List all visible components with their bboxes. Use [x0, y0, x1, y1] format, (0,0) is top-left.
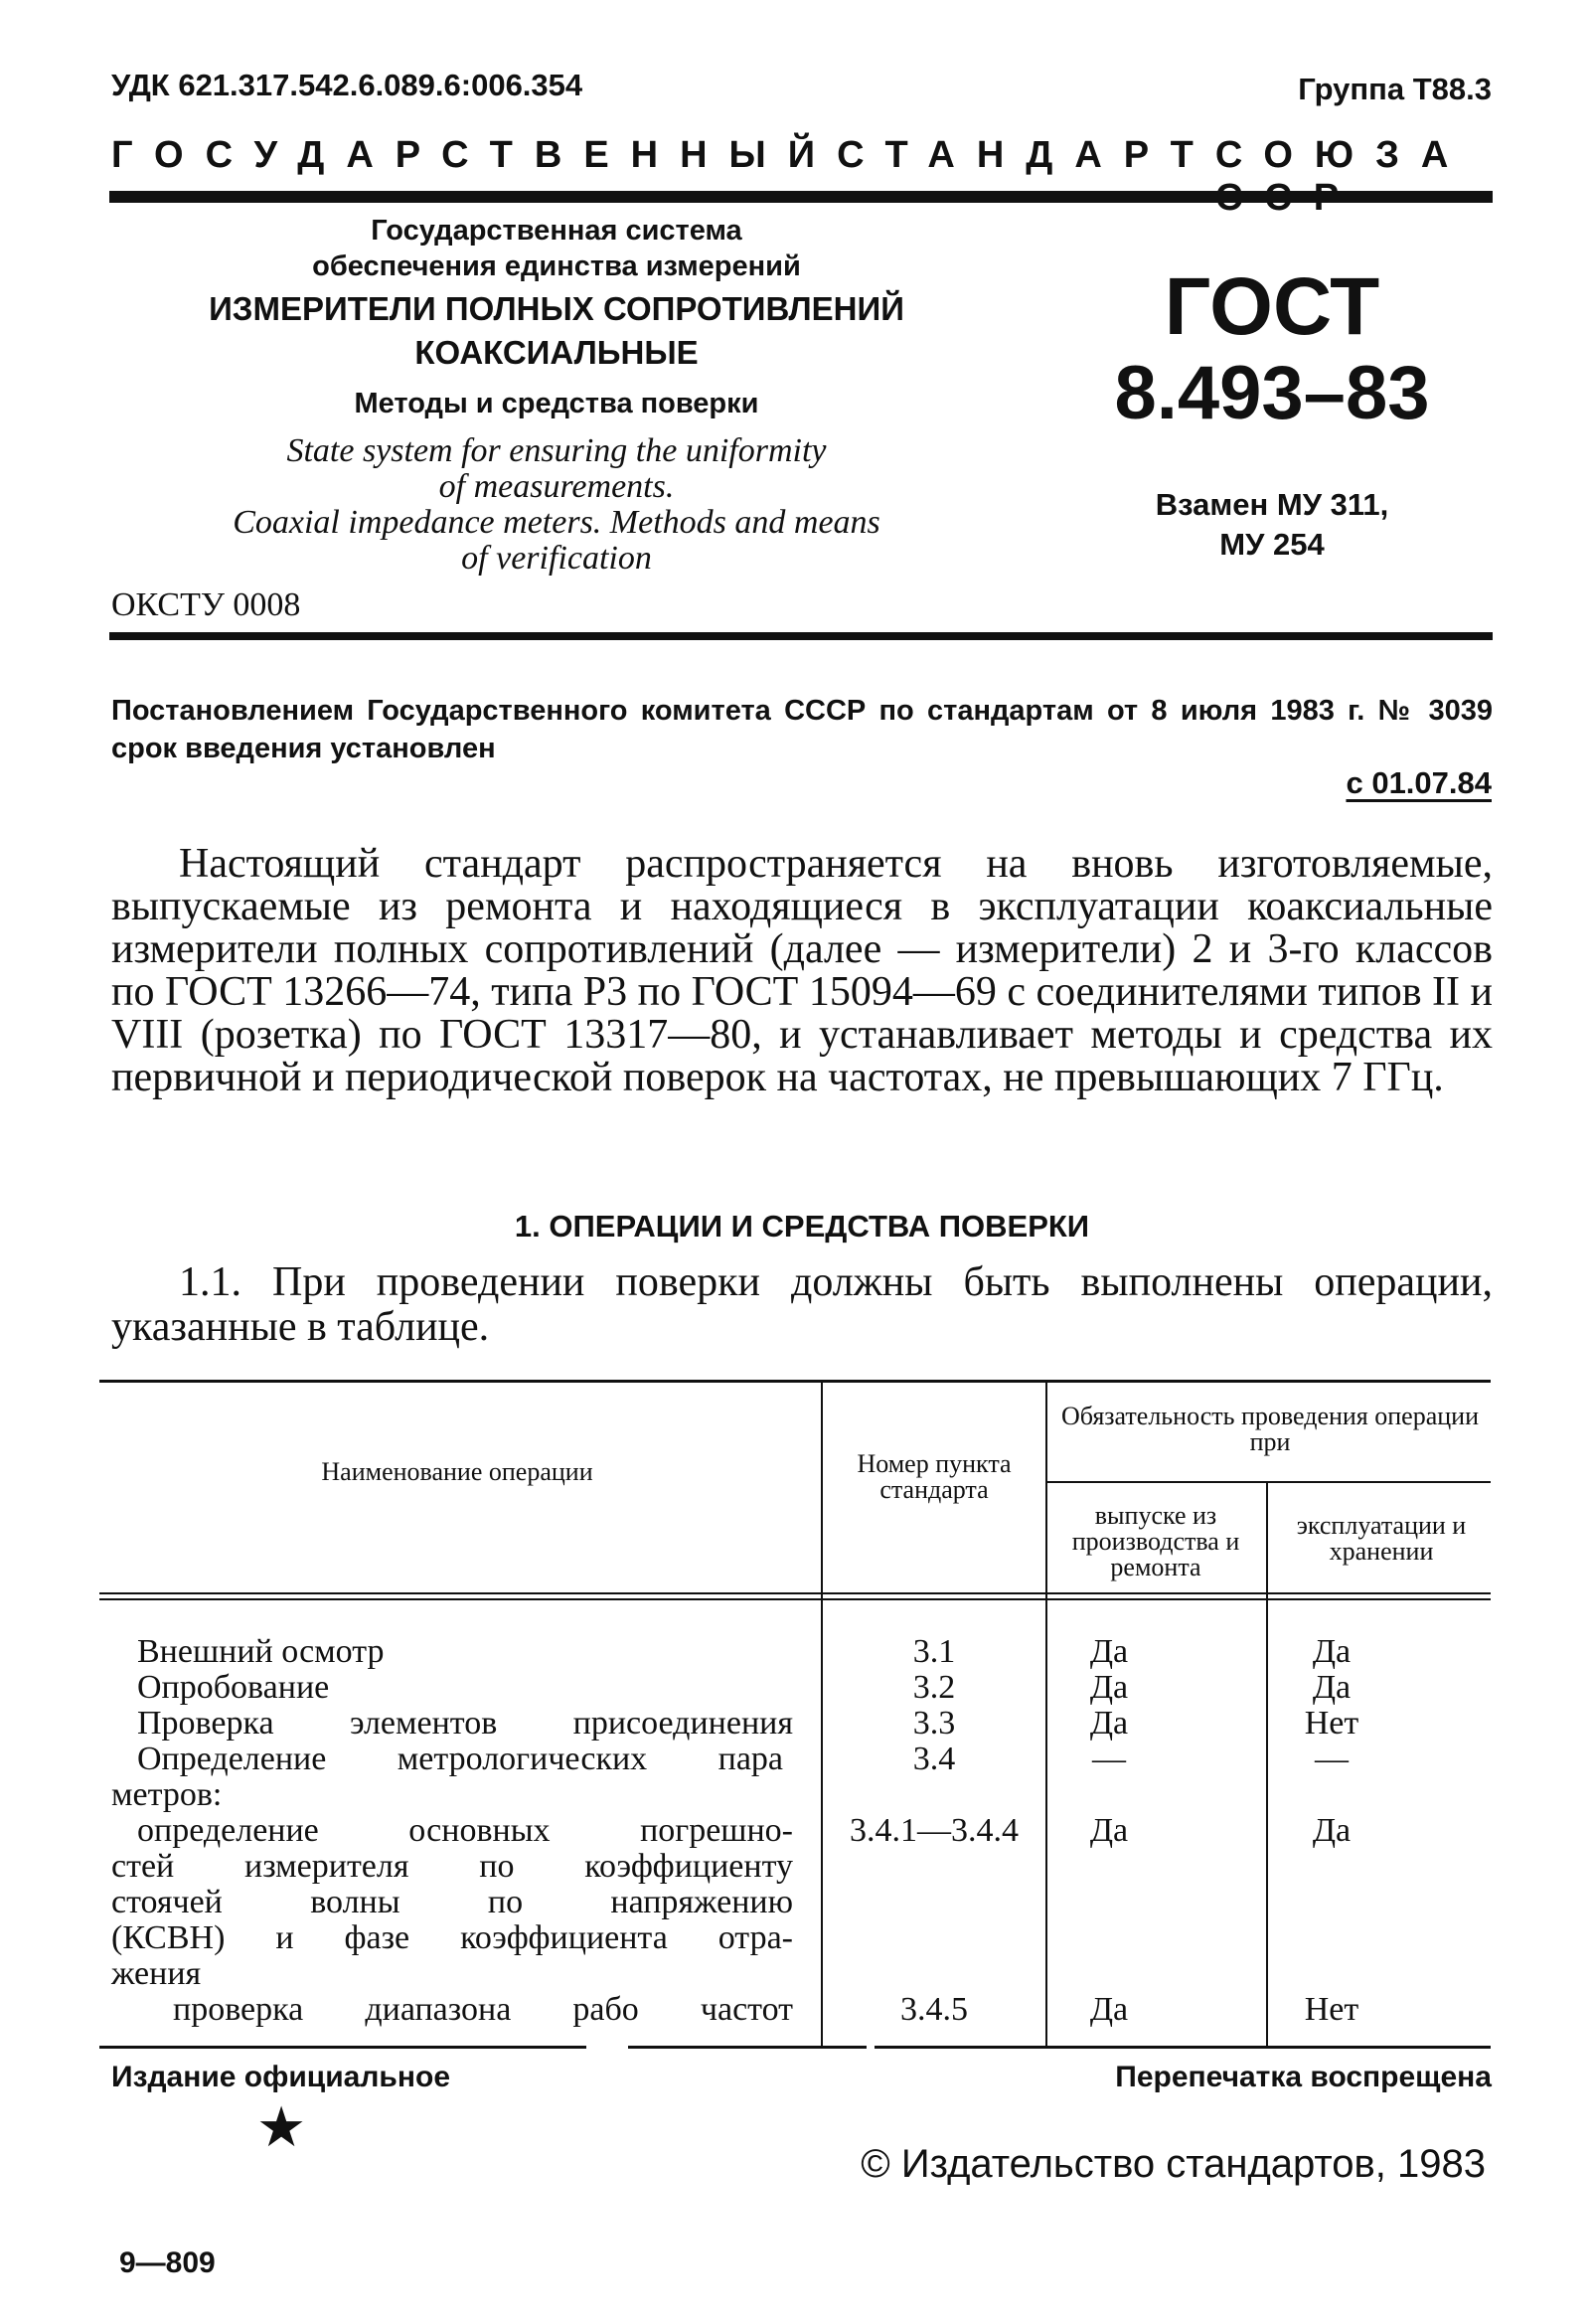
section-title: 1. ОПЕРАЦИИ И СРЕДСТВА ПОВЕРКИ — [514, 1209, 1090, 1244]
subtitle: Методы и средства поверки — [354, 388, 759, 419]
header-operation: Наименование операции — [321, 1457, 593, 1486]
row-name-2: Опробование — [137, 1669, 330, 1706]
udk-code: УДК 621.317.542.6.089.6:006.354 — [111, 68, 583, 102]
replaces-line-1: Взамен МУ 311, — [1155, 487, 1389, 522]
state-word-3: СОЮЗА — [1214, 134, 1471, 176]
header-release: выпуске из производства и ремонта — [1071, 1501, 1240, 1581]
group-code: Группа Т88.3 — [1298, 72, 1492, 106]
row-release-2: Да — [1089, 1669, 1129, 1706]
header-item-number: Номер пункта стандарта — [857, 1449, 1012, 1504]
state-standard-heading — [111, 134, 1493, 220]
english-title-line-2: of measurements. — [438, 468, 675, 505]
row-num-2: 3.2 — [912, 1669, 956, 1706]
table-bottom-rule-1 — [99, 2046, 586, 2049]
header-thick-rule — [109, 191, 1493, 203]
effective-date: с 01.07.84 — [1346, 765, 1492, 800]
header-mandatory: Обязательность проведения операции при — [1060, 1402, 1480, 1456]
english-title-line-1: State system for ensuring the uniformity — [286, 432, 827, 469]
table-bottom-rule-3 — [875, 2046, 1491, 2049]
state-word-1: ГОСУДАРСТВЕННЫЙ — [111, 134, 838, 176]
gost-number: 8.493–83 — [1114, 351, 1430, 435]
row-name-1: Внешний осмотр — [137, 1633, 385, 1670]
row-name-6: проверка диапазона рабо частот — [173, 1991, 793, 2028]
row-release-5: Да — [1089, 1812, 1129, 1849]
row-name-5: определение основных погрешно- — [137, 1812, 793, 1849]
intro-paragraph: Настоящий стандарт распространяется на вновь изготовляемые, выпускаемые из ремонта и находящиеся в эксплуатации коаксиальные измерители полных сопротивлений (далее — измерители) 2 и 3-го классов по ГОСТ 13266—74, типа Р3 по ГОСТ 15094—69 с соединителями типов II и VIII (розетка) по ГОСТ 13317—80, и устанавливает методы и средства их первичной и периодической поверок на частотах, не превышающих 7 ГГц. — [111, 841, 1493, 1100]
row-name-5-line-2: стей измерителя по коэффициенту — [111, 1848, 793, 1885]
row-operation-3: Нет — [1304, 1705, 1359, 1742]
row-release-1: Да — [1089, 1633, 1129, 1670]
reprint-prohibited: Перепечатка воспрещена — [1115, 2061, 1492, 2093]
gost-label: ГОСТ — [1164, 261, 1380, 352]
row-name-5-line-3: стоячей волны по напряжению — [111, 1884, 793, 1920]
row-name-5-line-5: жения — [111, 1955, 202, 1992]
table-subheader-rule — [1045, 1481, 1491, 1483]
header-operation-storage: эксплуатации и хранении — [1296, 1511, 1467, 1566]
title-line-1: ИЗМЕРИТЕЛИ ПОЛНЫХ СОПРОТИВЛЕНИЙ — [209, 290, 904, 327]
row-num-3: 3.3 — [912, 1705, 956, 1742]
system-line-2: обеспечения единства измерений — [312, 250, 801, 282]
row-name-3: Проверка элементов присоединения — [137, 1705, 793, 1742]
print-code: 9—809 — [119, 2246, 216, 2279]
official-edition: Издание официальное — [111, 2061, 451, 2093]
title-line-2: КОАКСИАЛЬНЫЕ — [414, 334, 699, 371]
title-block-rule — [109, 632, 1493, 640]
decree-text: Постановлением Государственного комитета СССР по стандартам от 8 июля 1983 г. № 3039 срок введения установлен — [111, 695, 1493, 764]
row-num-6: 3.4.5 — [900, 1991, 968, 2028]
table-header-rule-2 — [99, 1598, 1491, 1600]
row-operation-4: — — [1315, 1741, 1349, 1777]
state-word-2: СТАНДАРТ — [837, 134, 1215, 176]
paragraph-1-1: 1.1. При проведении поверки должны быть выполнены операции, указанные в таблице. — [111, 1259, 1493, 1350]
row-release-4: — — [1092, 1741, 1126, 1777]
row-operation-2: Да — [1312, 1669, 1352, 1706]
system-line-1: Государственная система — [371, 215, 742, 247]
table-header-rule-1 — [99, 1592, 1491, 1594]
row-operation-5: Да — [1312, 1812, 1352, 1849]
english-title-line-3: Coaxial impedance meters. Methods and means — [233, 504, 880, 541]
table-col-divider-1 — [821, 1382, 823, 2046]
row-release-6: Да — [1089, 1991, 1129, 2028]
row-name-4: Определение метрологических пара — [137, 1741, 783, 1777]
row-operation-6: Нет — [1304, 1991, 1359, 2028]
publisher-copyright: © Издательство стандартов, 1983 — [861, 2142, 1486, 2186]
table-col-divider-3 — [1266, 1481, 1268, 2046]
row-name-4-cont: метров: — [111, 1776, 223, 1813]
okstu-code: ОКСТУ 0008 — [111, 586, 301, 623]
table-bottom-rule-2 — [628, 2046, 867, 2049]
row-num-5: 3.4.1—3.4.4 — [850, 1812, 1019, 1849]
table-top-rule — [99, 1380, 1491, 1383]
row-num-1: 3.1 — [912, 1633, 956, 1670]
row-operation-1: Да — [1312, 1633, 1352, 1670]
replaces-line-2: МУ 254 — [1219, 527, 1325, 562]
english-title-line-4: of verification — [461, 540, 652, 577]
row-release-3: Да — [1089, 1705, 1129, 1742]
star-icon: ★ — [256, 2095, 307, 2160]
row-num-4: 3.4 — [912, 1741, 956, 1777]
row-name-5-line-4: (КСВН) и фазе коэффициента отра- — [111, 1919, 793, 1956]
